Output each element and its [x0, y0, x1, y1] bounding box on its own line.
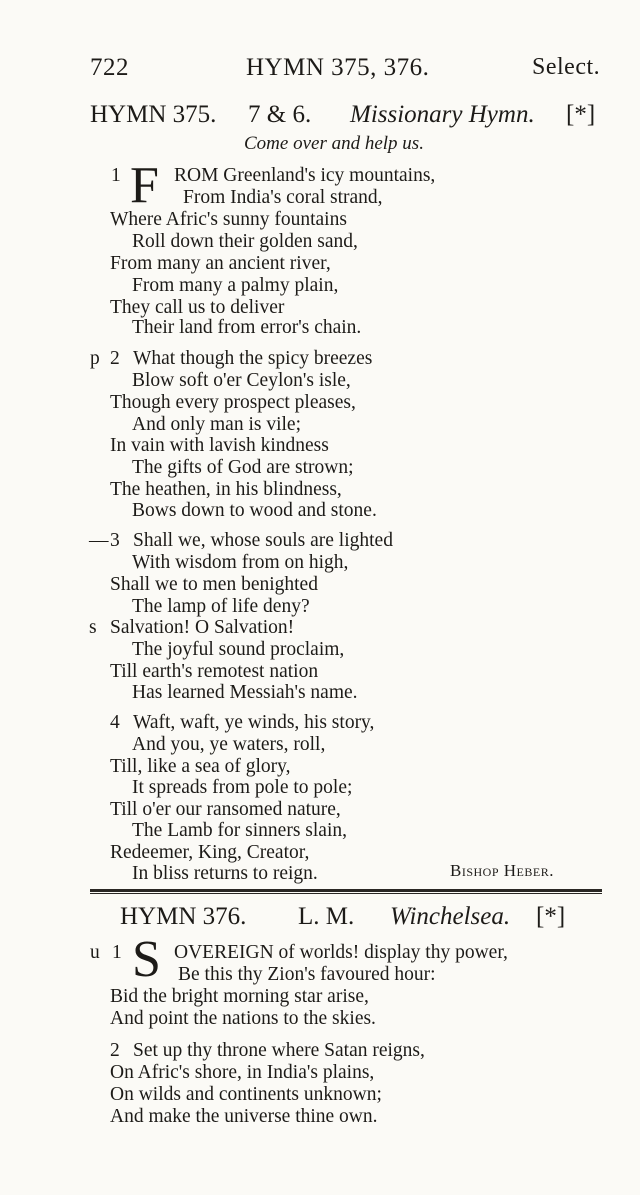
- verse-line: Redeemer, King, Creator,: [110, 842, 310, 863]
- verse-line: The joyful sound proclaim,: [132, 639, 345, 660]
- stanza-number: 2: [110, 348, 120, 369]
- verse-line: And you, ye waters, roll,: [132, 734, 326, 755]
- stanza-number: 3: [110, 530, 120, 551]
- verse-line: Shall we, whose souls are lighted: [133, 530, 393, 551]
- verse-line: Salvation! O Salvation!: [110, 617, 295, 638]
- verse-line: What though the spicy breezes: [133, 348, 373, 369]
- section-divider: [90, 889, 602, 892]
- running-title: HYMN 375, 376.: [246, 54, 430, 81]
- hymn-375-number: HYMN 375.: [90, 101, 217, 128]
- verse-line: Their land from error's chain.: [132, 317, 362, 338]
- verse-line: From many a palmy plain,: [132, 275, 339, 296]
- verse-line: It spreads from pole to pole;: [132, 777, 353, 798]
- verse-line: Blow soft o'er Ceylon's isle,: [132, 370, 351, 391]
- verse-line: The lamp of life deny?: [132, 596, 310, 617]
- author-attribution: Bishop Heber.: [450, 861, 554, 880]
- verse-line: Bid the bright morning star arise,: [110, 986, 369, 1007]
- stanza-number: 1: [112, 942, 122, 963]
- verse-line: Till earth's remotest nation: [110, 661, 319, 682]
- dynamic-mark: s: [89, 617, 97, 638]
- verse-line: OVEREIGN of worlds! display thy power,: [174, 942, 508, 963]
- dynamic-mark: p: [90, 348, 100, 369]
- verse-line: In vain with lavish kindness: [110, 435, 329, 456]
- hymn-375-meter: 7 & 6.: [248, 101, 312, 128]
- hymn-376-meter: L. M.: [298, 903, 355, 930]
- verse-line: They call us to deliver: [110, 297, 285, 318]
- verse-line: The gifts of God are strown;: [132, 457, 354, 478]
- stanza-number: 1: [111, 165, 121, 186]
- stanza-number: 4: [110, 712, 120, 733]
- verse-line: Though every prospect pleases,: [110, 392, 356, 413]
- verse-line: And only man is vile;: [132, 414, 301, 435]
- verse-line: On wilds and continents unknown;: [110, 1084, 382, 1105]
- hymn-375-subtitle: Come over and help us.: [244, 133, 424, 154]
- page-number: 722: [90, 54, 129, 81]
- hymn-375-mark: [*]: [566, 101, 596, 128]
- verse-line: Till o'er our ransomed nature,: [110, 799, 341, 820]
- hymn-375-tune: Missionary Hymn.: [350, 101, 535, 128]
- verse-line: Be this thy Zion's favoured hour:: [178, 964, 436, 985]
- verse-line: Where Afric's sunny fountains: [110, 209, 347, 230]
- hymn-376-tune: Winchelsea.: [390, 903, 511, 930]
- running-right-label: Select.: [532, 54, 601, 80]
- verse-line: The heathen, in his blindness,: [110, 479, 342, 500]
- verse-line: Waft, waft, ye winds, his story,: [133, 712, 375, 733]
- verse-line: With wisdom from on high,: [132, 552, 349, 573]
- drop-cap: F: [130, 157, 159, 214]
- page-header: [0, 54, 640, 88]
- verse-line: Shall we to men benighted: [110, 574, 318, 595]
- verse-line: Till, like a sea of glory,: [110, 756, 291, 777]
- dynamic-mark: u: [90, 942, 100, 963]
- verse-line: ROM Greenland's icy mountains,: [174, 165, 436, 186]
- verse-line: And point the nations to the skies.: [110, 1008, 376, 1029]
- verse-line: Roll down their golden sand,: [132, 231, 358, 252]
- hymn-376-number: HYMN 376.: [120, 903, 247, 930]
- verse-line: And make the universe thine own.: [110, 1106, 378, 1127]
- verse-line: On Afric's shore, in India's plains,: [110, 1062, 375, 1083]
- verse-line: The Lamb for sinners slain,: [132, 820, 347, 841]
- verse-line: Set up thy throne where Satan reigns,: [133, 1040, 425, 1061]
- verse-line: From many an ancient river,: [110, 253, 331, 274]
- stanza-number: 2: [110, 1040, 120, 1061]
- drop-cap: S: [132, 931, 161, 988]
- section-divider-thin: [90, 893, 602, 894]
- verse-line: From India's coral strand,: [183, 187, 383, 208]
- dynamic-mark: —: [89, 530, 109, 551]
- verse-line: In bliss returns to reign.: [132, 863, 318, 884]
- verse-line: Has learned Messiah's name.: [132, 682, 358, 703]
- hymn-376-mark: [*]: [536, 903, 566, 930]
- verse-line: Bows down to wood and stone.: [132, 500, 377, 521]
